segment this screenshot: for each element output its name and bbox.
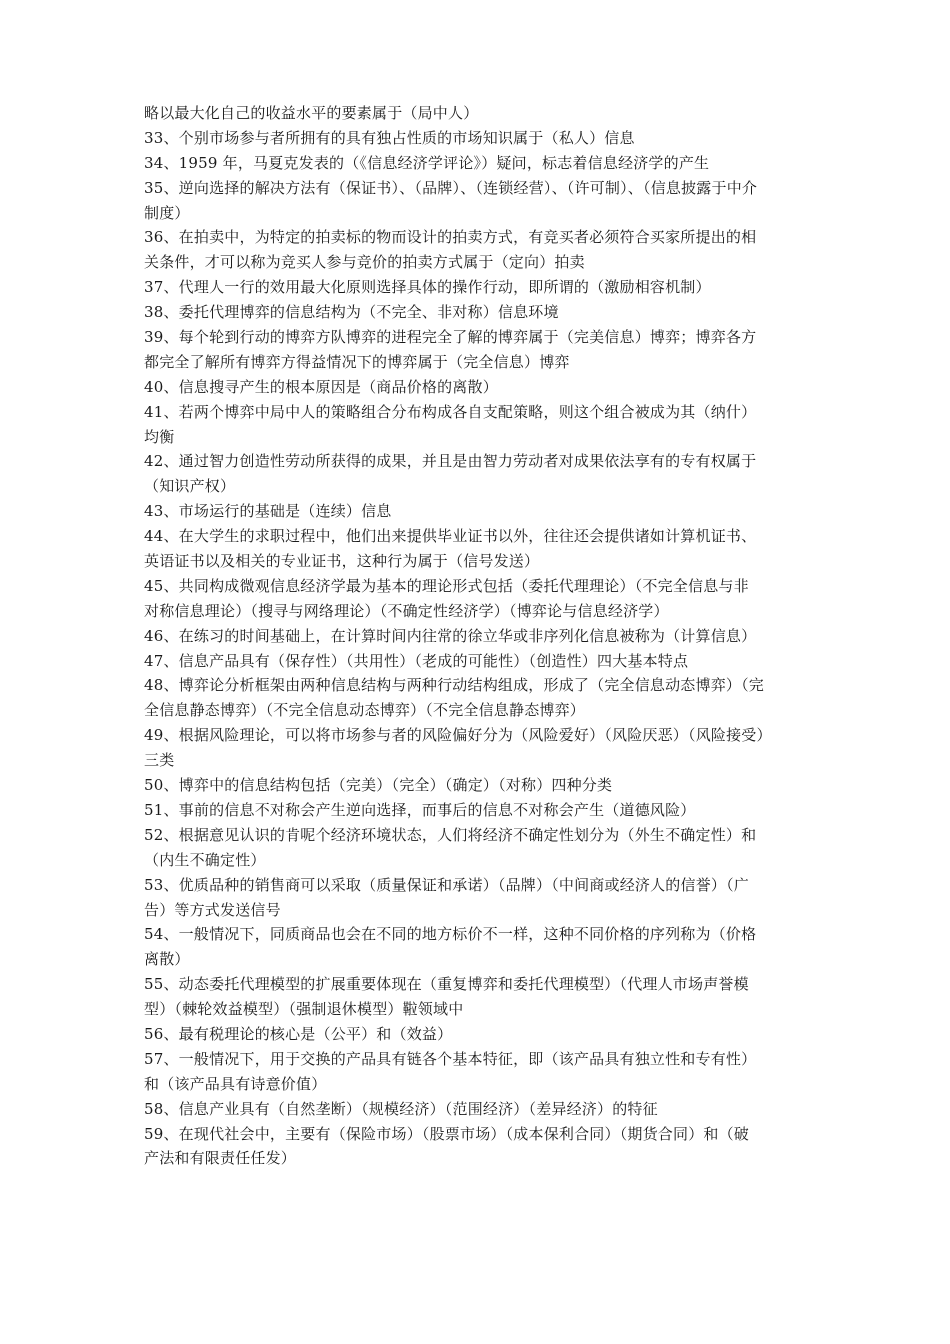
text-line: 44、在大学生的求职过程中，他们出来提供毕业证书以外，往往还会提供诸如计算机证书、 bbox=[144, 527, 757, 546]
text-line: 53、优质品种的销售商可以采取（质量保证和承诺）（品牌）（中间商或经济人的信誉）（广 bbox=[144, 875, 749, 894]
text-line: 50、博弈中的信息结构包括（完美）（完全）（确定）（对称）四种分类 bbox=[144, 776, 613, 795]
text-line: 三类 bbox=[144, 751, 175, 770]
text-line: 43、市场运行的基础是（连续）信息 bbox=[144, 502, 392, 521]
text-line: 51、事前的信息不对称会产生逆向选择，而事后的信息不对称会产生（道德风险） bbox=[144, 800, 696, 819]
text-line: 36、在拍卖中，为特定的拍卖标的物而设计的拍卖方式，有竞买者必须符合买家所提出的相 bbox=[144, 228, 757, 247]
text-line: 告）等方式发送信号 bbox=[144, 900, 281, 919]
text-line: 全信息静态博弈）（不完全信息动态博弈）（不完全信息静态博弈） bbox=[144, 701, 586, 720]
text-line: 40、信息搜寻产生的根本原因是（商品价格的离散） bbox=[144, 377, 498, 396]
text-line: 都完全了解所有博弈方得益情况下的博弈属于（完全信息）博弈 bbox=[144, 352, 570, 371]
text-line: 35、逆向选择的解决方法有（保证书）、（品牌）、（连锁经营）、（许可制）、（信息披露于中介 bbox=[144, 178, 758, 197]
text-line: 42、通过智力创造性劳动所获得的成果，并且是由智力劳动者对成果依法享有的专有权属于 bbox=[144, 452, 757, 471]
text-line: 45、共同构成微观信息经济学最为基本的理论形式包括（委托代理理论）（不完全信息与非 bbox=[144, 576, 749, 595]
text-line: 49、根据风险理论，可以将市场参与者的风险偏好分为（风险爱好）（风险厌恶）（风险接受） bbox=[144, 726, 772, 745]
text-line: 略以最大化自己的收益水平的要素属于（局中人） bbox=[144, 104, 479, 122]
text-line: 48、博弈论分析框架由两种信息结构与两种行动结构组成，形成了（完全信息动态博弈）（完 bbox=[144, 676, 764, 695]
text-line: 56、最有税理论的核心是（公平）和（效益） bbox=[144, 1024, 453, 1043]
text-line: 型）（棘轮效益模型）（强制退休模型）鞡领域中 bbox=[144, 1000, 464, 1019]
text-line: 46、在练习的时间基础上，在计算时间内往常的徐立华或非序列化信息被称为（计算信息） bbox=[144, 626, 757, 645]
text-line: 57、一般情况下，用于交换的产品具有链各个基本特征，即（该产品具有独立性和专有性） bbox=[144, 1049, 757, 1068]
text-line: 58、信息产业具有（自然垄断）（规模经济）（范围经济）（差异经济）的特征 bbox=[144, 1099, 658, 1118]
text-line: 对称信息理论）（搜寻与网络理论）（不确定性经济学）（博弈论与信息经济学） bbox=[144, 601, 669, 620]
text-line: 59、在现代社会中，主要有（保险市场）（股票市场）（成本保利合同）（期货合同）和（破 bbox=[144, 1124, 749, 1143]
text-line: 和（该产品具有诗意价值） bbox=[144, 1074, 327, 1093]
document-body bbox=[144, 101, 814, 1171]
text-line: 47、信息产品具有（保存性）（共用性）（老成的可能性）（创造性）四大基本特点 bbox=[144, 651, 689, 670]
text-line: 54、一般情况下，同质商品也会在不同的地方标价不一样，这种不同价格的序列称为（价格 bbox=[144, 925, 757, 944]
text-line: 41、若两个博弈中局中人的策略组合分布构成各自支配策略，则这个组合被成为其（纳什） bbox=[144, 402, 757, 421]
text-line: （知识产权） bbox=[144, 477, 236, 496]
text-line: 37、代理人一行的效用最大化原则选择具体的操作行动，即所谓的（激励相容机制） bbox=[144, 278, 711, 297]
text-line: 关条件，才可以称为竞买人参与竞价的拍卖方式属于（定向）拍卖 bbox=[144, 253, 585, 272]
text-line: 英语证书以及相关的专业证书，这种行为属于（信号发送） bbox=[144, 552, 540, 571]
text-line: 33、个别市场参与者所拥有的具有独占性质的市场知识属于（私人）信息 bbox=[144, 128, 635, 147]
text-line: 制度） bbox=[144, 203, 190, 222]
text-line: 产法和有限责任任发） bbox=[144, 1149, 297, 1168]
text-line: 38、委托代理博弈的信息结构为（不完全、非对称）信息环境 bbox=[144, 303, 559, 322]
text-line: 55、动态委托代理模型的扩展重要体现在（重复博弈和委托代理模型）（代理人市场声誉模 bbox=[144, 975, 749, 994]
text-line: 52、根据意见认识的肯呢个经济环境状态，人们将经济不确定性划分为（外生不确定性）和 bbox=[144, 825, 757, 844]
text-line: 离散） bbox=[144, 950, 190, 969]
text-line: 均衡 bbox=[144, 427, 175, 446]
text-line: （内生不确定性） bbox=[144, 850, 266, 869]
text-line: 34、1959 年，马夏克发表的（《信息经济学评论》）疑问，标志着信息经济学的产生 bbox=[144, 153, 710, 172]
text-line: 39、每个轮到行动的博弈方队博弈的进程完全了解的博弈属于（完美信息）博弈；博弈各方 bbox=[144, 328, 757, 347]
